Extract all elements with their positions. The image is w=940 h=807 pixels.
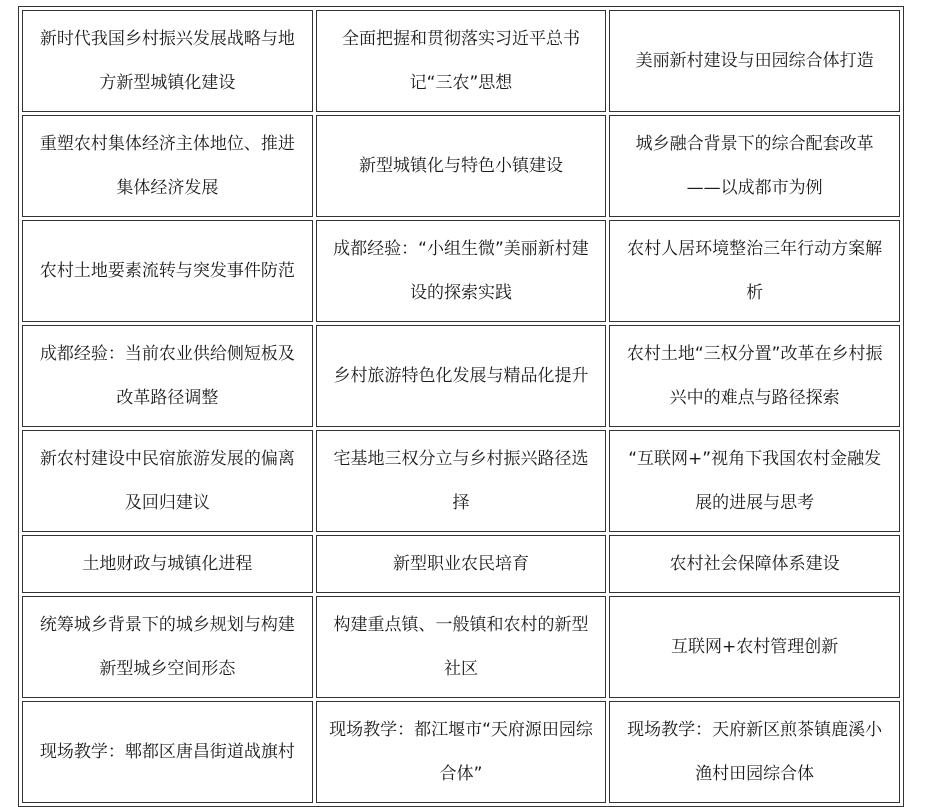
table-row — [22, 430, 900, 532]
table-row — [22, 10, 900, 112]
table-cell: 新农村建设中民宿旅游发展的偏离及回归建议 — [22, 430, 313, 532]
table-cell: 现场教学：郫都区唐昌街道战旗村 — [22, 701, 313, 803]
table-cell: “互联网+”视角下我国农村金融发展的进展与思考 — [609, 430, 900, 532]
table-cell: 农村土地要素流转与突发事件防范 — [22, 220, 313, 322]
table-cell: 全面把握和贯彻落实习近平总书记“三农”思想 — [316, 10, 607, 112]
table-cell: 城乡融合背景下的综合配套改革——以成都市为例 — [609, 115, 900, 217]
table-cell: 成都经验：“小组生微”美丽新村建设的探索实践 — [316, 220, 607, 322]
table-cell: 统筹城乡背景下的城乡规划与构建新型城乡空间形态 — [22, 596, 313, 698]
table-cell: 现场教学：天府新区煎茶镇鹿溪小渔村田园综合体 — [609, 701, 900, 803]
table-cell: 重塑农村集体经济主体地位、推进集体经济发展 — [22, 115, 313, 217]
course-topics-table — [18, 6, 904, 807]
table-cell: 新型城镇化与特色小镇建设 — [316, 115, 607, 217]
table-cell: 乡村旅游特色化发展与精品化提升 — [316, 325, 607, 427]
table-cell: 新型职业农民培育 — [316, 535, 607, 593]
table-cell: 美丽新村建设与田园综合体打造 — [609, 10, 900, 112]
table-row — [22, 220, 900, 322]
table-cell: 农村人居环境整治三年行动方案解析 — [609, 220, 900, 322]
table-cell: 互联网+农村管理创新 — [609, 596, 900, 698]
table-row — [22, 596, 900, 698]
table-body — [22, 10, 900, 803]
table-cell: 构建重点镇、一般镇和农村的新型社区 — [316, 596, 607, 698]
table-cell: 土地财政与城镇化进程 — [22, 535, 313, 593]
table-cell: 农村社会保障体系建设 — [609, 535, 900, 593]
table-row — [22, 535, 900, 593]
table-cell: 宅基地三权分立与乡村振兴路径选择 — [316, 430, 607, 532]
table-row — [22, 701, 900, 803]
table-cell: 农村土地“三权分置”改革在乡村振兴中的难点与路径探索 — [609, 325, 900, 427]
table-row — [22, 115, 900, 217]
table-cell: 现场教学：都江堰市“天府源田园综合体” — [316, 701, 607, 803]
table-row — [22, 325, 900, 427]
table-cell: 新时代我国乡村振兴发展战略与地方新型城镇化建设 — [22, 10, 313, 112]
table-cell: 成都经验：当前农业供给侧短板及改革路径调整 — [22, 325, 313, 427]
